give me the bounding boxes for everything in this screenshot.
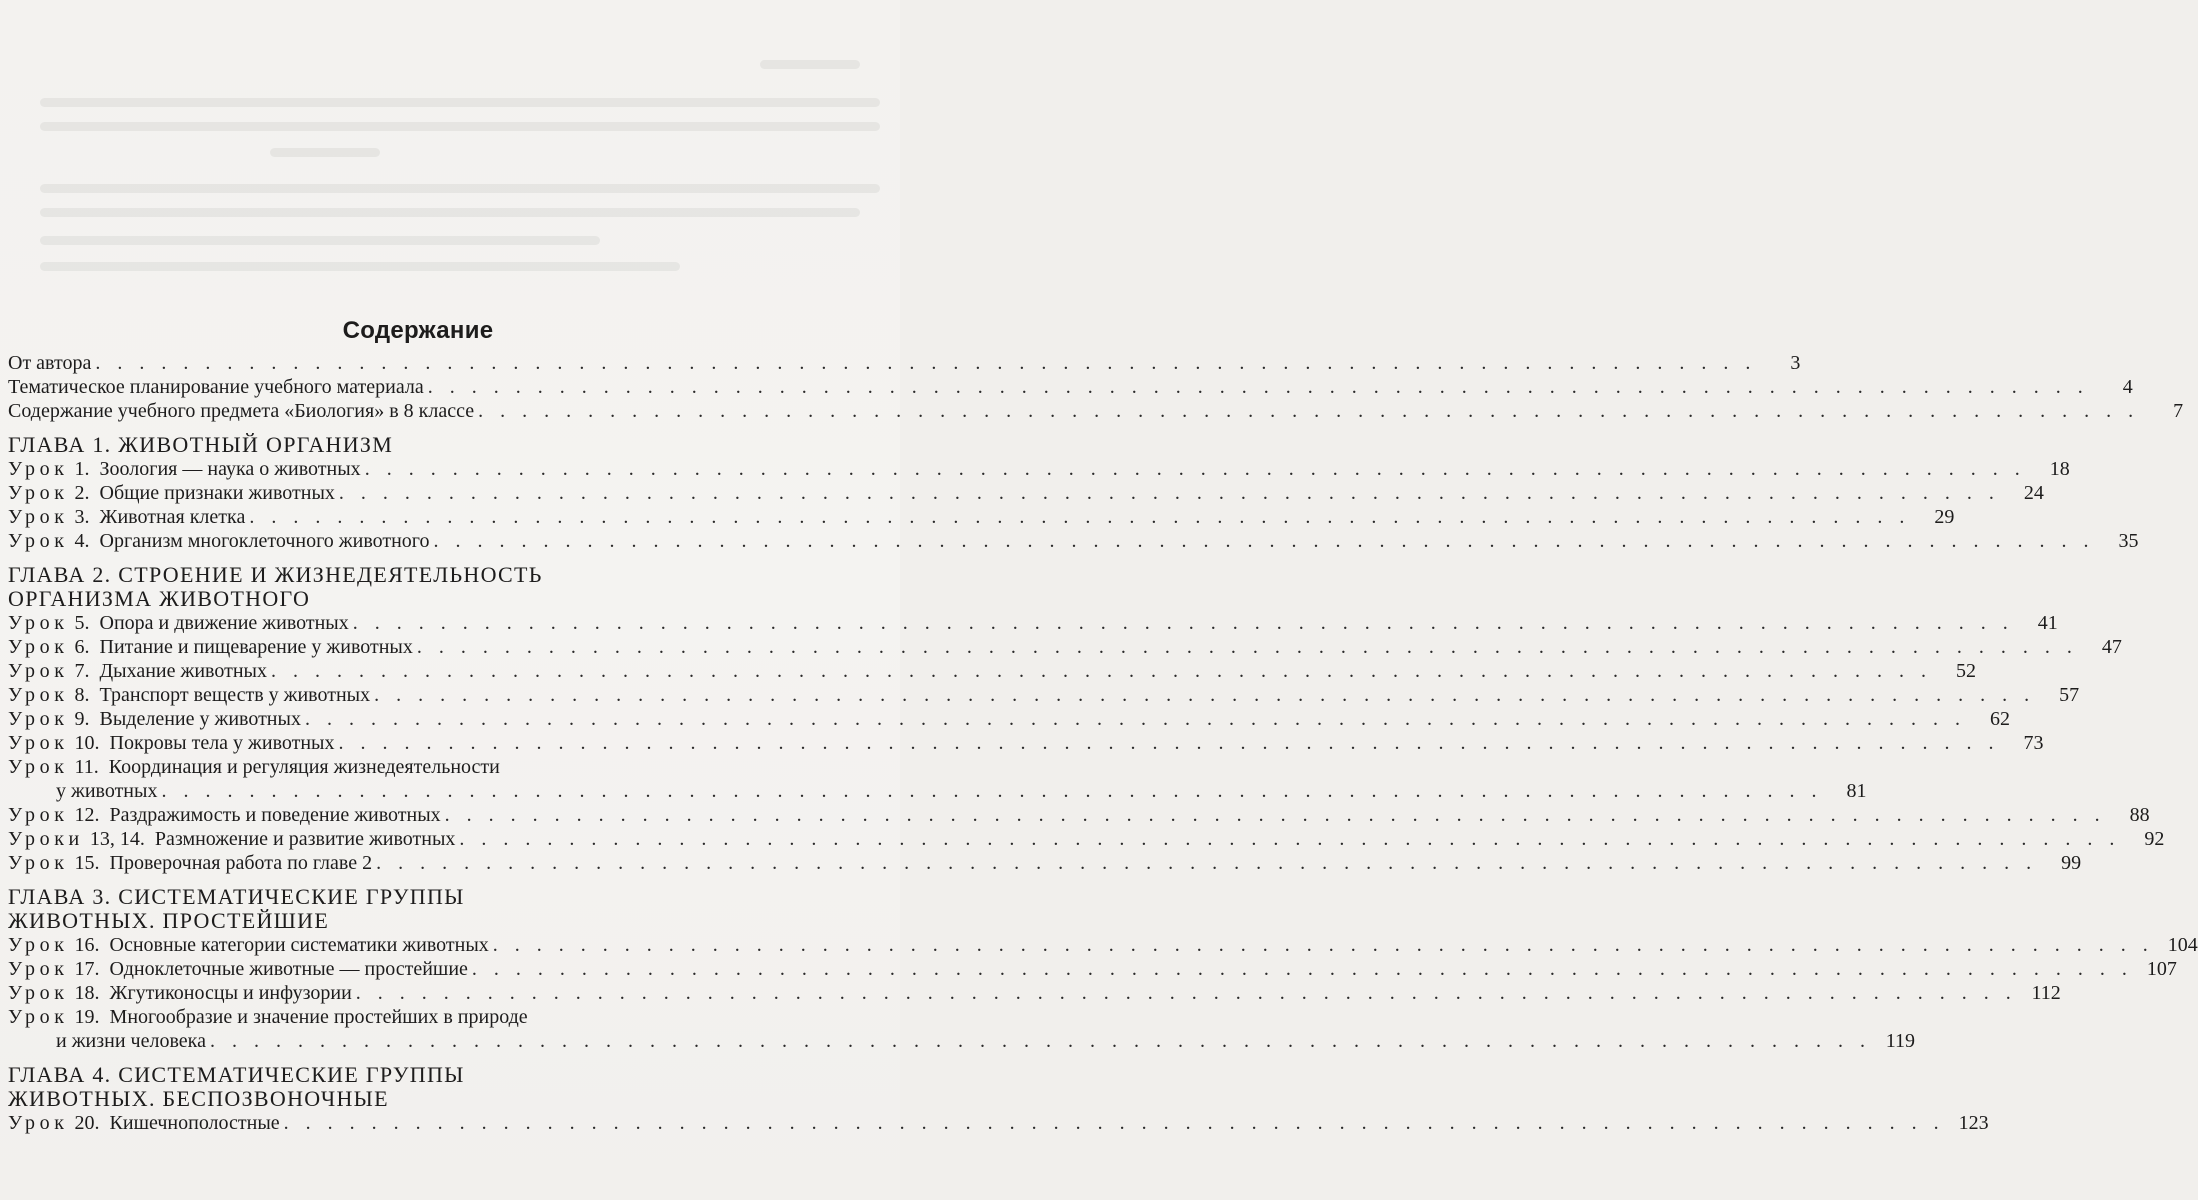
page-number: 24 <box>2023 482 2044 504</box>
page-number: 18 <box>2049 458 2070 480</box>
lesson-prefix: Урок <box>8 458 69 480</box>
lesson-title: Общие признаки животных <box>99 482 335 504</box>
chapter-heading-line: ГЛАВА 2. СТРОЕНИЕ И ЖИЗНЕДЕЯТЕЛЬНОСТЬ <box>8 562 543 587</box>
lesson-title: Размножение и развитие животных <box>154 828 456 850</box>
leader-dots: . . . . . . . . . . . . . . . . . . . . . . . . . . . . . . . . . . . . . . . . . . . . . . . . . . . . . . . . . . . . . . . . . . . . . . . . . . . . <box>492 934 2154 956</box>
leader-dots: . . . . . . . . . . . . . . . . . . . . . . . . . . . . . . . . . . . . . . . . . . . . . . . . . . . . . . . . . . . . . . . . . . . . . . . . . . . . <box>304 708 1966 730</box>
lesson-prefix: Урок <box>8 732 69 754</box>
chapter-heading-line: ОРГАНИЗМА ЖИВОТНОГО <box>8 586 311 611</box>
leader-dots: . . . . . . . . . . . . . . . . . . . . . . . . . . . . . . . . . . . . . . . . . . . . . . . . . . . . . . . . . . . . . . . . . . . . . . . . . . . . <box>374 684 2036 706</box>
lesson-prefix: Урок <box>8 756 69 778</box>
lesson-title: Опора и движение животных <box>99 612 349 634</box>
toc-entry[interactable] <box>8 851 2082 875</box>
leader-dots: . . . . . . . . . . . . . . . . . . . . . . . . . . . . . . . . . . . . . . . . . . . . . . . . . . . . . . . . . . . . . . . . . . . . . . . . . . . . <box>459 828 2121 850</box>
entry-title: Тематическое планирование учебного материала <box>8 376 424 398</box>
lesson-number: 13, 14. <box>89 828 155 850</box>
leader-dots: . . . . . . . . . . . . . . . . . . . . . . . . . . . . . . . . . . . . . . . . . . . . . . . . . . . . . . . . . . . . . . . . . . . . . . . . . . . . <box>478 400 2140 422</box>
chapter-heading-line: ГЛАВА 4. СИСТЕМАТИЧЕСКИЕ ГРУППЫ <box>8 1062 465 1087</box>
leader-dots: . . . . . . . . . . . . . . . . . . . . . . . . . . . . . . . . . . . . . . . . . . . . . . . . . . . . . . . . . . . . . . . . . . . . . . . . . . . . <box>355 982 2017 1004</box>
leader-dots: . . . . . . . . . . . . . . . . . . . . . . . . . . . . . . . . . . . . . . . . . . . . . . . . . . . . . . . . . . . . . . . . . . . . . . . . . . . . <box>444 804 2106 826</box>
lesson-number: 10. <box>74 732 110 754</box>
lesson-prefix: Урок <box>8 958 69 980</box>
leader-dots: . . . . . . . . . . . . . . . . . . . . . . . . . . . . . . . . . . . . . . . . . . . . . . . . . . . . . . . . . . . . . . . . . . . . . . . . . . . . <box>283 1112 1945 1134</box>
intro-section <box>8 351 2184 423</box>
lesson-prefix: Урок <box>8 982 69 1004</box>
chapter-heading-line: ЖИВОТНЫХ. БЕСПОЗВОНОЧНЫЕ <box>8 1086 389 1111</box>
page-number: 107 <box>2146 958 2177 980</box>
toc-entry[interactable] <box>8 803 2150 827</box>
lesson-title: Питание и пищеварение у животных <box>99 636 413 658</box>
lesson-title: Основные категории систематики животных <box>109 934 489 956</box>
lesson-prefix: Урок <box>8 934 69 956</box>
leader-dots: . . . . . . . . . . . . . . . . . . . . . . . . . . . . . . . . . . . . . . . . . . . . . . . . . . . . . . . . . . . . . . . . . . . . . . . . . . . . <box>471 958 2133 980</box>
toc-entry[interactable] <box>8 659 1976 683</box>
leader-dots: . . . . . . . . . . . . . . . . . . . . . . . . . . . . . . . . . . . . . . . . . . . . . . . . . . . . . . . . . . . . . . . . . . . . . . . . . . . . <box>433 530 2095 552</box>
page-number: 41 <box>2037 612 2058 634</box>
page-number: 47 <box>2101 636 2122 658</box>
toc-entry[interactable] <box>8 683 2080 707</box>
leader-dots: . . . . . . . . . . . . . . . . . . . . . . . . . . . . . . . . . . . . . . . . . . . . . . . . . . . . . . . . . . . . . . . . . . . . . . . . . . . . <box>364 458 2026 480</box>
lesson-number: 12. <box>74 804 110 826</box>
page-number: 29 <box>1934 506 1955 528</box>
lesson-number: 5. <box>74 612 100 634</box>
entry-title: Содержание учебного предмета «Биология» в 8 классе <box>8 400 475 422</box>
chapter-heading-line: ГЛАВА 1. ЖИВОТНЫЙ ОРГАНИЗМ <box>8 432 394 457</box>
page-number: 73 <box>2023 732 2044 754</box>
toc-entry[interactable] <box>8 505 1955 529</box>
leader-dots: . . . . . . . . . . . . . . . . . . . . . . . . . . . . . . . . . . . . . . . . . . . . . . . . . . . . . . . . . . . . . . . . . . . . . . . . . . . . <box>95 352 1757 374</box>
lesson-title: Дыхание животных <box>99 660 267 682</box>
bleed-through-text <box>0 60 900 320</box>
toc-entry[interactable] <box>8 981 2061 1005</box>
leader-dots: . . . . . . . . . . . . . . . . . . . . . . . . . . . . . . . . . . . . . . . . . . . . . . . . . . . . . . . . . . . . . . . . . . . . . . . . . . . . <box>416 636 2078 658</box>
lesson-title: Организм многоклеточного животного <box>99 530 430 552</box>
lesson-title: Выделение у животных <box>99 708 301 730</box>
page-number: 4 <box>2122 376 2133 398</box>
leader-dots: . . . . . . . . . . . . . . . . . . . . . . . . . . . . . . . . . . . . . . . . . . . . . . . . . . . . . . . . . . . . . . . . . . . . . . . . . . . . <box>161 780 1823 802</box>
page-number: 35 <box>2118 530 2139 552</box>
page-number: 123 <box>1958 1112 1989 1134</box>
lesson-number: 19. <box>74 1006 110 1028</box>
toc-entry[interactable] <box>8 399 2184 423</box>
chapter-heading <box>8 885 828 933</box>
lesson-title: Кишечнополостные <box>109 1112 280 1134</box>
lesson-title: Жгутиконосцы и инфузории <box>109 982 352 1004</box>
page-number: 88 <box>2129 804 2150 826</box>
lesson-number: 20. <box>74 1112 110 1134</box>
lesson-number: 4. <box>74 530 100 552</box>
lesson-number: 15. <box>74 852 110 874</box>
page-number: 52 <box>1955 660 1976 682</box>
table-of-contents <box>8 313 2198 1135</box>
lesson-title: Животная клетка <box>99 506 246 528</box>
chapter-heading <box>8 563 828 611</box>
toc-entry[interactable] <box>8 529 2139 553</box>
lesson-title: Транспорт веществ у животных <box>99 684 371 706</box>
lesson-title: Зоология — наука о животных <box>99 458 361 480</box>
lesson-prefix: Урок <box>8 852 69 874</box>
lesson-number: 7. <box>74 660 100 682</box>
toc-entry[interactable] <box>8 1029 1915 1053</box>
leader-dots: . . . . . . . . . . . . . . . . . . . . . . . . . . . . . . . . . . . . . . . . . . . . . . . . . . . . . . . . . . . . . . . . . . . . . . . . . . . . <box>209 1030 1871 1052</box>
toc-entry[interactable] <box>8 933 2198 957</box>
page-number: 3 <box>1790 352 1801 374</box>
lesson-title: Покровы тела у животных <box>109 732 335 754</box>
lesson-number: 17. <box>74 958 110 980</box>
page-number: 104 <box>2167 934 2198 956</box>
lesson-number: 6. <box>74 636 100 658</box>
lesson-prefix: Урок <box>8 636 69 658</box>
lesson-number: 18. <box>74 982 110 1004</box>
lesson-prefix: Урок <box>8 482 69 504</box>
lesson-prefix: Уроки <box>8 828 84 850</box>
leader-dots: . . . . . . . . . . . . . . . . . . . . . . . . . . . . . . . . . . . . . . . . . . . . . . . . . . . . . . . . . . . . . . . . . . . . . . . . . . . . <box>427 376 2089 398</box>
lesson-number: 2. <box>74 482 100 504</box>
entry-title: От автора <box>8 352 92 374</box>
lesson-number: 16. <box>74 934 110 956</box>
lesson-title: Многообразие и значение простейших в природе <box>109 1006 528 1028</box>
leader-dots: . . . . . . . . . . . . . . . . . . . . . . . . . . . . . . . . . . . . . . . . . . . . . . . . . . . . . . . . . . . . . . . . . . . . . . . . . . . . <box>249 506 1911 528</box>
lesson-number: 11. <box>74 756 109 778</box>
page-title: Содержание <box>342 317 494 344</box>
page-number: 7 <box>2173 400 2184 422</box>
lesson-prefix: Урок <box>8 804 69 826</box>
lesson-prefix: Урок <box>8 1112 69 1134</box>
toc-entry[interactable] <box>8 827 2165 851</box>
page-number: 112 <box>2031 982 2061 1004</box>
leader-dots: . . . . . . . . . . . . . . . . . . . . . . . . . . . . . . . . . . . . . . . . . . . . . . . . . . . . . . . . . . . . . . . . . . . . . . . . . . . . <box>338 482 2000 504</box>
toc-entry[interactable] <box>8 635 2122 659</box>
lesson-prefix: Урок <box>8 1006 69 1028</box>
page-number: 92 <box>2144 828 2165 850</box>
lesson-title-continuation: у животных <box>56 780 158 802</box>
toc-entry[interactable] <box>8 1111 1989 1135</box>
chapters-section <box>8 432 2198 1135</box>
toc-entry[interactable] <box>8 611 2058 635</box>
lesson-prefix: Урок <box>8 530 69 552</box>
toc-entry[interactable] <box>8 755 828 779</box>
lesson-number: 8. <box>74 684 100 706</box>
toc-entry[interactable] <box>8 779 1867 803</box>
page-number: 62 <box>1989 708 2010 730</box>
toc-entry[interactable] <box>8 481 2044 505</box>
lesson-number: 1. <box>74 458 100 480</box>
lesson-title: Координация и регуляция жизнедеятельности <box>108 756 500 778</box>
leader-dots: . . . . . . . . . . . . . . . . . . . . . . . . . . . . . . . . . . . . . . . . . . . . . . . . . . . . . . . . . . . . . . . . . . . . . . . . . . . . <box>270 660 1932 682</box>
toc-entry[interactable] <box>8 1005 828 1029</box>
chapter-heading-line: ЖИВОТНЫХ. ПРОСТЕЙШИЕ <box>8 908 330 933</box>
toc-entry[interactable] <box>8 957 2177 981</box>
lesson-number: 3. <box>74 506 100 528</box>
lesson-prefix: Урок <box>8 506 69 528</box>
page-number: 57 <box>2059 684 2080 706</box>
lesson-title: Проверочная работа по главе 2 <box>109 852 373 874</box>
leader-dots: . . . . . . . . . . . . . . . . . . . . . . . . . . . . . . . . . . . . . . . . . . . . . . . . . . . . . . . . . . . . . . . . . . . . . . . . . . . . <box>376 852 2038 874</box>
lesson-prefix: Урок <box>8 612 69 634</box>
lesson-prefix: Урок <box>8 660 69 682</box>
chapter-heading <box>8 1063 828 1111</box>
toc-entry[interactable] <box>8 731 2044 755</box>
leader-dots: . . . . . . . . . . . . . . . . . . . . . . . . . . . . . . . . . . . . . . . . . . . . . . . . . . . . . . . . . . . . . . . . . . . . . . . . . . . . <box>352 612 2014 634</box>
toc-entry[interactable] <box>8 375 2133 399</box>
toc-entry[interactable] <box>8 351 1801 375</box>
chapter-heading-line: ГЛАВА 3. СИСТЕМАТИЧЕСКИЕ ГРУППЫ <box>8 884 465 909</box>
lesson-title: Одноклеточные животные — простейшие <box>109 958 468 980</box>
page-number: 81 <box>1846 780 1867 802</box>
leader-dots: . . . . . . . . . . . . . . . . . . . . . . . . . . . . . . . . . . . . . . . . . . . . . . . . . . . . . . . . . . . . . . . . . . . . . . . . . . . . <box>338 732 2000 754</box>
lesson-title: Раздражимость и поведение животных <box>109 804 441 826</box>
toc-entry[interactable] <box>8 707 2010 731</box>
lesson-prefix: Урок <box>8 684 69 706</box>
toc-entry[interactable] <box>8 457 2070 481</box>
lesson-number: 9. <box>74 708 100 730</box>
lesson-title-continuation: и жизни человека <box>56 1030 206 1052</box>
lesson-prefix: Урок <box>8 708 69 730</box>
page-number: 99 <box>2061 852 2082 874</box>
page-number: 119 <box>1885 1030 1915 1052</box>
chapter-heading <box>8 433 828 457</box>
